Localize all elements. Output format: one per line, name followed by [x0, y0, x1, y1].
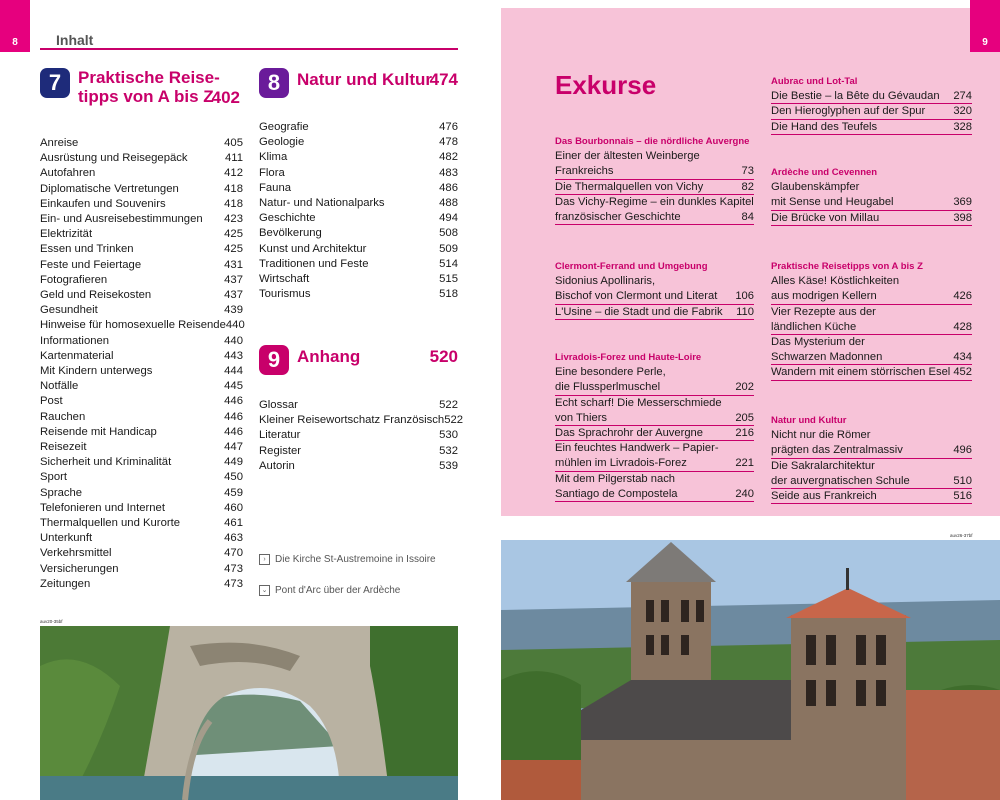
- toc-entry-page: 539: [439, 459, 458, 472]
- toc-entry-title: Kartenmaterial: [40, 349, 114, 362]
- toc-entry-page: 532: [439, 444, 458, 457]
- toc-entry-title: Essen und Trinken: [40, 243, 134, 256]
- excursus-section: [771, 259, 972, 381]
- toc-entry[interactable]: [40, 303, 243, 318]
- toc-entry-title: Sport: [40, 471, 68, 484]
- excursus-entry-title: ländlichen Küche: [771, 320, 857, 333]
- excursus-entry-title: Das Vichy-Regime – ein dunkles Kapitel: [555, 195, 754, 208]
- toc-entry-title: Klima: [259, 151, 288, 164]
- toc-entry[interactable]: [40, 577, 243, 592]
- excursus-heading: Ardèche und Cevennen: [771, 167, 878, 178]
- excursus-entry-line: [771, 459, 972, 474]
- excursus-entry-line: [771, 180, 972, 195]
- chapter-7-title: [78, 68, 220, 106]
- toc-entry[interactable]: [259, 196, 458, 211]
- excursus-entry-title: die Flussperlmuschel: [555, 381, 661, 394]
- excursus-entry-page: 452: [953, 366, 972, 379]
- toc-entry-title: Telefonieren und Internet: [40, 501, 165, 514]
- excursus-entry-line: [555, 396, 754, 411]
- excursus-heading: Praktische Reisetipps von A bis Z: [771, 261, 923, 272]
- excursus-entry-title: aus modrigen Kellern: [771, 290, 877, 303]
- photo-code-right: auv26-37bf: [950, 533, 973, 538]
- chapter-9-title: Anhang: [297, 347, 361, 366]
- toc-entry-page: 418: [224, 197, 243, 210]
- chapter-9-number: 9: [259, 345, 289, 375]
- toc-entry-title: Kunst und Architektur: [259, 242, 367, 255]
- toc-entry[interactable]: [259, 181, 458, 196]
- excursus-entry-title: von Thiers: [555, 411, 608, 424]
- excursus-entry-page: 84: [741, 211, 754, 224]
- toc-entry-page: 459: [224, 486, 243, 499]
- toc-entry-page: 425: [224, 243, 243, 256]
- toc-entry[interactable]: [259, 135, 458, 150]
- excursus-entry-page: 516: [953, 490, 972, 503]
- excursus-entry-line: [771, 428, 972, 443]
- toc-entry-title: Rauchen: [40, 410, 86, 423]
- toc-entry[interactable]: [40, 394, 243, 409]
- excursus-section: [771, 165, 972, 226]
- toc-entry-page: 514: [439, 257, 458, 270]
- page-number-right: 9: [970, 0, 1000, 52]
- caption-church-text: Die Kirche St-Austremoine in Issoire: [275, 554, 436, 565]
- excursus-entry-link[interactable]: [771, 195, 972, 210]
- photo-caption-church: [259, 554, 436, 565]
- excursus-entry-title: Santiago de Compostela: [555, 487, 678, 500]
- toc-entry-page: 463: [224, 532, 243, 545]
- toc-entry[interactable]: [40, 470, 243, 485]
- excursus-entry-link[interactable]: [555, 164, 754, 179]
- toc-entry-page: 483: [439, 166, 458, 179]
- excursus-entry-link[interactable]: [555, 210, 754, 225]
- toc-entry[interactable]: [259, 166, 458, 181]
- excursus-entry-link[interactable]: [555, 426, 754, 441]
- toc-entry-title: Flora: [259, 166, 285, 179]
- excursus-entry-page: 274: [953, 90, 972, 103]
- excursus-heading: Aubrac und Lot-Tal: [771, 76, 858, 87]
- toc-entry[interactable]: [40, 212, 243, 227]
- toc-entry-title: Thermalquellen und Kurorte: [40, 517, 181, 530]
- excursus-entry-line: [555, 274, 754, 289]
- toc-entry[interactable]: [40, 546, 243, 561]
- excursus-entry-link[interactable]: [555, 289, 754, 304]
- toc-entry[interactable]: [259, 398, 458, 413]
- toc-entry-page: 494: [439, 212, 458, 225]
- toc-entry[interactable]: [40, 288, 243, 303]
- toc-entry[interactable]: [40, 227, 243, 242]
- toc-entry[interactable]: [40, 486, 243, 501]
- toc-entry[interactable]: [40, 182, 243, 197]
- toc-entry-title: Ein- und Ausreisebestimmungen: [40, 213, 203, 226]
- toc-entry[interactable]: [40, 501, 243, 516]
- excursus-entry-title: Sidonius Apollinaris,: [555, 275, 656, 288]
- toc-entry-page: 473: [224, 562, 243, 575]
- toc-entry-title: Literatur: [259, 429, 301, 442]
- toc-entry-page: 522: [444, 414, 464, 427]
- toc-entry-title: Unterkunft: [40, 532, 93, 545]
- toc-entry[interactable]: [40, 455, 243, 470]
- toc-entry-title: Diplomatische Vertretungen: [40, 182, 179, 195]
- chapter-8-heading[interactable]: [259, 68, 458, 102]
- chapter-7-title-line1: Praktische Reise-: [78, 68, 220, 87]
- toc-entry-title: Informationen: [40, 334, 110, 347]
- toc-entry-title: Notfälle: [40, 380, 79, 393]
- toc-entry-title: Gesundheit: [40, 304, 98, 317]
- excursus-entry-line: [555, 472, 754, 487]
- toc-entry-page: 446: [224, 410, 243, 423]
- excursus-entry-link[interactable]: [771, 89, 972, 104]
- church-illustration: [501, 540, 1000, 800]
- chapter-8-title: Natur und Kultur: [297, 70, 433, 89]
- toc-entry-page: 488: [439, 197, 458, 210]
- excursus-entry-title: französischer Geschichte: [555, 211, 681, 224]
- toc-entry-page: 522: [439, 399, 458, 411]
- excursus-entry-line: [555, 441, 754, 456]
- excursus-entry-page: 82: [741, 180, 754, 193]
- header-rule: [40, 48, 458, 50]
- toc-entry-title: Reisezeit: [40, 441, 87, 454]
- toc-entry-page: 445: [224, 380, 243, 393]
- excursus-entry-link[interactable]: [771, 120, 972, 135]
- toc-entry[interactable]: [40, 136, 243, 151]
- photo-code-left: auv20-35bf: [40, 619, 63, 624]
- excursus-entry-title: Die Brücke von Millau: [771, 211, 880, 224]
- excursus-entry-title: Wandern mit einem störrischen Esel: [771, 366, 951, 379]
- excursus-entry-link[interactable]: [555, 411, 754, 426]
- photo-caption-bridge: [259, 585, 400, 596]
- toc-entry[interactable]: [259, 413, 464, 428]
- pont-darc-illustration: [40, 626, 458, 800]
- toc-entry-page: 443: [224, 349, 243, 362]
- toc-entry-title: Elektrizität: [40, 228, 93, 241]
- toc-entry-title: Bevölkerung: [259, 227, 322, 240]
- excursus-entry-title: Das Mysterium der: [771, 336, 865, 349]
- toc-entry-title: Reisende mit Handicap: [40, 425, 157, 438]
- toc-entry[interactable]: [40, 516, 243, 531]
- toc-entry[interactable]: [40, 151, 243, 166]
- excursus-entry-link[interactable]: [771, 474, 972, 489]
- toc-entry-title: Fauna: [259, 181, 292, 194]
- excursus-entry-title: Die Hand des Teufels: [771, 120, 878, 133]
- toc-entry-page: 425: [224, 228, 243, 241]
- toc-entry[interactable]: [259, 428, 458, 443]
- chapter-8-list: [259, 120, 458, 302]
- toc-entry-title: Geografie: [259, 121, 309, 133]
- toc-entry[interactable]: [40, 562, 243, 577]
- excursus-entry-title: Ein feuchtes Handwerk – Papier-: [555, 442, 719, 455]
- toc-entry[interactable]: [259, 444, 458, 459]
- excursus-entry-title: Echt scharf! Die Messerschmiede: [555, 396, 722, 409]
- excursus-entry-page: 320: [953, 105, 972, 118]
- excursus-entry-line: [771, 335, 972, 350]
- toc-entry-title: Post: [40, 395, 63, 408]
- toc-entry-page: 486: [439, 181, 458, 194]
- toc-entry[interactable]: [259, 226, 458, 241]
- excursus-heading: Natur und Kultur: [771, 415, 847, 426]
- excursus-entry-page: 428: [953, 320, 972, 333]
- toc-entry-title: Traditionen und Feste: [259, 257, 369, 270]
- excursus-entry-page: 398: [953, 211, 972, 224]
- toc-entry[interactable]: [259, 150, 458, 165]
- excursus-entry-title: Nicht nur die Römer: [771, 429, 871, 442]
- chapter-7-title-line2: tipps von A bis Z: [78, 87, 214, 106]
- toc-entry-page: 460: [224, 501, 243, 514]
- excursus-entry-title: L'Usine – die Stadt und die Fabrik: [555, 305, 723, 318]
- toc-entry[interactable]: [259, 120, 458, 135]
- excursus-entry-link[interactable]: [771, 350, 972, 365]
- excursus-entry-page: 216: [735, 427, 754, 440]
- toc-entry[interactable]: [40, 166, 243, 181]
- toc-entry-page: 530: [439, 429, 458, 442]
- toc-entry-page: 478: [439, 136, 458, 149]
- toc-entry-page: 461: [224, 517, 243, 530]
- excursus-entry-title: Bischof von Clermont und Literat: [555, 290, 718, 303]
- toc-entry[interactable]: [259, 242, 458, 257]
- excursus-heading: Livradois-Forez und Haute-Loire: [555, 352, 702, 363]
- excursus-entry-link[interactable]: [555, 305, 754, 320]
- photo-st-austremoine: [501, 540, 1000, 800]
- toc-entry[interactable]: [40, 531, 243, 546]
- excursus-entry-link[interactable]: [771, 489, 972, 504]
- excursus-entry-title: Alles Käse! Köstlichkeiten: [771, 275, 900, 288]
- excursus-entry-page: 510: [953, 474, 972, 487]
- toc-entry-title: Feste und Feiertage: [40, 258, 142, 271]
- excursus-entry-link[interactable]: [555, 456, 754, 471]
- toc-entry-title: Kleiner Reisewortschatz Französisch: [259, 414, 445, 427]
- excursus-entry-title: Glaubenskämpfer: [771, 181, 860, 194]
- excursus-entry-link[interactable]: [771, 211, 972, 226]
- chapter-7-number: 7: [40, 68, 70, 98]
- excursus-entry-link[interactable]: [555, 380, 754, 395]
- excursus-section: [555, 259, 754, 320]
- toc-entry-page: 444: [224, 365, 243, 378]
- excursus-entry-link[interactable]: [555, 487, 754, 502]
- toc-entry[interactable]: [40, 242, 243, 257]
- excursus-entry-page: 328: [953, 120, 972, 133]
- arrow-right-icon: ›: [259, 554, 270, 565]
- toc-entry-page: 518: [439, 288, 458, 301]
- excursus-entry-link[interactable]: [771, 289, 972, 304]
- toc-entry-page: 412: [224, 167, 243, 180]
- excursus-entry-title: Schwarzen Madonnen: [771, 351, 883, 364]
- toc-entry[interactable]: [40, 273, 243, 288]
- toc-entry[interactable]: [40, 349, 243, 364]
- toc-entry-page: 447: [224, 441, 243, 454]
- excursus-entry-title: Die Thermalquellen von Vichy: [555, 180, 704, 193]
- toc-entry-page: 405: [224, 137, 243, 149]
- excursus-entry-page: 106: [735, 290, 754, 303]
- toc-entry-page: 440: [224, 334, 243, 347]
- excursus-entry-title: Den Hieroglyphen auf der Spur: [771, 105, 926, 118]
- toc-entry-title: Zeitungen: [40, 577, 91, 590]
- toc-entry[interactable]: [40, 258, 243, 273]
- toc-entry-page: 446: [224, 395, 243, 408]
- toc-entry-title: Anreise: [40, 137, 79, 149]
- toc-entry-title: Natur- und Nationalparks: [259, 197, 385, 210]
- toc-entry-page: 446: [224, 425, 243, 438]
- excursus-entry-page: 73: [741, 165, 754, 178]
- excursus-entry-title: Vier Rezepte aus der: [771, 305, 876, 318]
- toc-entry-page: 482: [439, 151, 458, 164]
- toc-entry-page: 470: [224, 547, 243, 560]
- toc-entry-title: Versicherungen: [40, 562, 119, 575]
- excursus-entry-line: [555, 149, 754, 164]
- page-number-left: 8: [0, 0, 30, 52]
- toc-entry-page: 418: [224, 182, 243, 195]
- toc-entry[interactable]: [40, 379, 243, 394]
- excursus-entry-title: Die Bestie – la Bête du Gévaudan: [771, 90, 940, 103]
- toc-entry-page: 509: [439, 242, 458, 255]
- toc-entry[interactable]: [259, 287, 458, 302]
- excursus-entry-line: [771, 274, 972, 289]
- excursus-entry-line: [555, 365, 754, 380]
- toc-entry-title: Geologie: [259, 136, 305, 149]
- toc-entry[interactable]: [40, 425, 243, 440]
- excursus-entry-title: der auvergnatischen Schule: [771, 474, 910, 487]
- excursus-heading: Das Bourbonnais – die nördliche Auvergne: [555, 136, 750, 147]
- toc-entry[interactable]: [40, 318, 243, 333]
- excursus-entry-link[interactable]: [771, 443, 972, 458]
- toc-entry-title: Hinweise für homosexuelle Reisende: [40, 319, 226, 332]
- toc-entry-title: Geld und Reisekosten: [40, 289, 152, 302]
- toc-entry-page: 437: [224, 273, 243, 286]
- excursus-entry-page: 434: [953, 351, 972, 364]
- toc-entry[interactable]: [40, 410, 243, 425]
- caption-bridge-text: Pont d'Arc über der Ardèche: [275, 585, 401, 596]
- toc-entry-title: Tourismus: [259, 288, 311, 301]
- toc-entry[interactable]: [40, 197, 243, 212]
- arrow-down-icon: ⌄: [259, 585, 270, 596]
- toc-entry[interactable]: [259, 211, 458, 226]
- toc-entry[interactable]: [259, 272, 458, 287]
- toc-entry-page: 411: [224, 152, 243, 165]
- toc-entry-title: Register: [259, 444, 302, 457]
- excursus-entry-title: Das Sprachrohr der Auvergne: [555, 427, 704, 440]
- excursus-entry-page: 221: [735, 457, 754, 470]
- excursus-entry-title: Einer der ältesten Weinberge: [555, 150, 700, 163]
- chapter-7-list: [40, 136, 243, 592]
- excursus-section: [555, 134, 754, 225]
- excursus-entry-link[interactable]: [771, 320, 972, 335]
- toc-entry-page: 423: [224, 213, 243, 226]
- excursus-entry-page: 205: [735, 411, 754, 424]
- excursus-section: [555, 350, 754, 502]
- toc-entry-page: 439: [224, 304, 243, 317]
- page-header-title: Inhalt: [56, 32, 94, 48]
- toc-entry-page: 473: [224, 577, 243, 590]
- toc-entry-title: Ausrüstung und Reisegepäck: [40, 152, 188, 165]
- toc-entry[interactable]: [259, 257, 458, 272]
- excursus-entry-page: 202: [735, 381, 754, 394]
- excursus-section: [771, 74, 972, 135]
- toc-entry-title: Sprache: [40, 486, 83, 499]
- excursus-entry-title: Frankreichs: [555, 165, 614, 178]
- excursus-entry-title: Die Sakralarchitektur: [771, 459, 875, 472]
- toc-entry[interactable]: [40, 334, 243, 349]
- chapter-7-heading[interactable]: [40, 68, 240, 112]
- excursus-entry-line: [771, 305, 972, 320]
- toc-entry-page: 449: [224, 456, 243, 469]
- toc-entry[interactable]: [40, 364, 243, 379]
- toc-entry[interactable]: [40, 440, 243, 455]
- chapter-8-number: 8: [259, 68, 289, 98]
- toc-entry-title: Autofahren: [40, 167, 96, 180]
- excursus-entry-link[interactable]: [771, 104, 972, 119]
- excursus-entry-page: 240: [735, 487, 754, 500]
- excursus-entry-title: mühlen im Livradois-Forez: [555, 457, 687, 470]
- chapter-7-page: 402: [211, 88, 240, 107]
- excursus-entry-title: prägten das Zentralmassiv: [771, 444, 903, 457]
- excursus-entry-page: 369: [953, 196, 972, 209]
- chapter-9-heading[interactable]: [259, 345, 458, 379]
- chapter-8-page: 474: [429, 70, 458, 89]
- toc-entry-title: Autorin: [259, 459, 295, 472]
- toc-entry-title: Geschichte: [259, 212, 316, 225]
- toc-entry-title: Sicherheit und Kriminalität: [40, 456, 172, 469]
- toc-entry-title: Einkaufen und Souvenirs: [40, 197, 166, 210]
- excursus-entry-line: [555, 195, 754, 210]
- excursus-entry-page: 110: [736, 305, 754, 318]
- toc-entry[interactable]: [259, 459, 458, 474]
- toc-entry-title: Verkehrsmittel: [40, 547, 112, 560]
- exkurse-title: Exkurse: [555, 70, 657, 100]
- excursus-entry-page: 426: [953, 290, 972, 303]
- excursus-heading: Clermont-Ferrand und Umgebung: [555, 261, 708, 272]
- toc-entry-title: Glossar: [259, 399, 298, 411]
- excursus-entry-title: Mit dem Pilgerstab nach: [555, 472, 676, 485]
- toc-entry-title: Fotografieren: [40, 273, 108, 286]
- toc-entry-page: 450: [224, 471, 243, 484]
- toc-entry-title: Wirtschaft: [259, 273, 310, 286]
- excursus-entry-page: 496: [953, 444, 972, 457]
- excursus-entry-title: Seide aus Frankreich: [771, 490, 877, 503]
- chapter-9-list: [259, 398, 464, 474]
- toc-entry-page: 437: [224, 289, 243, 302]
- toc-entry-page: 440: [225, 319, 245, 332]
- excursus-entry-link[interactable]: [555, 180, 754, 195]
- excursus-entry-link[interactable]: [771, 365, 972, 380]
- excursus-entry-title: mit Sense und Heugabel: [771, 196, 894, 209]
- excursus-section: [771, 413, 972, 504]
- excursus-entry-title: Eine besondere Perle,: [555, 366, 666, 379]
- toc-entry-page: 515: [439, 273, 458, 286]
- toc-entry-page: 508: [439, 227, 458, 240]
- toc-entry-page: 476: [439, 121, 458, 133]
- chapter-9-page: 520: [429, 347, 458, 366]
- toc-entry-title: Mit Kindern unterwegs: [40, 365, 153, 378]
- toc-entry-page: 431: [224, 258, 243, 271]
- photo-pont-darc: [40, 626, 458, 800]
